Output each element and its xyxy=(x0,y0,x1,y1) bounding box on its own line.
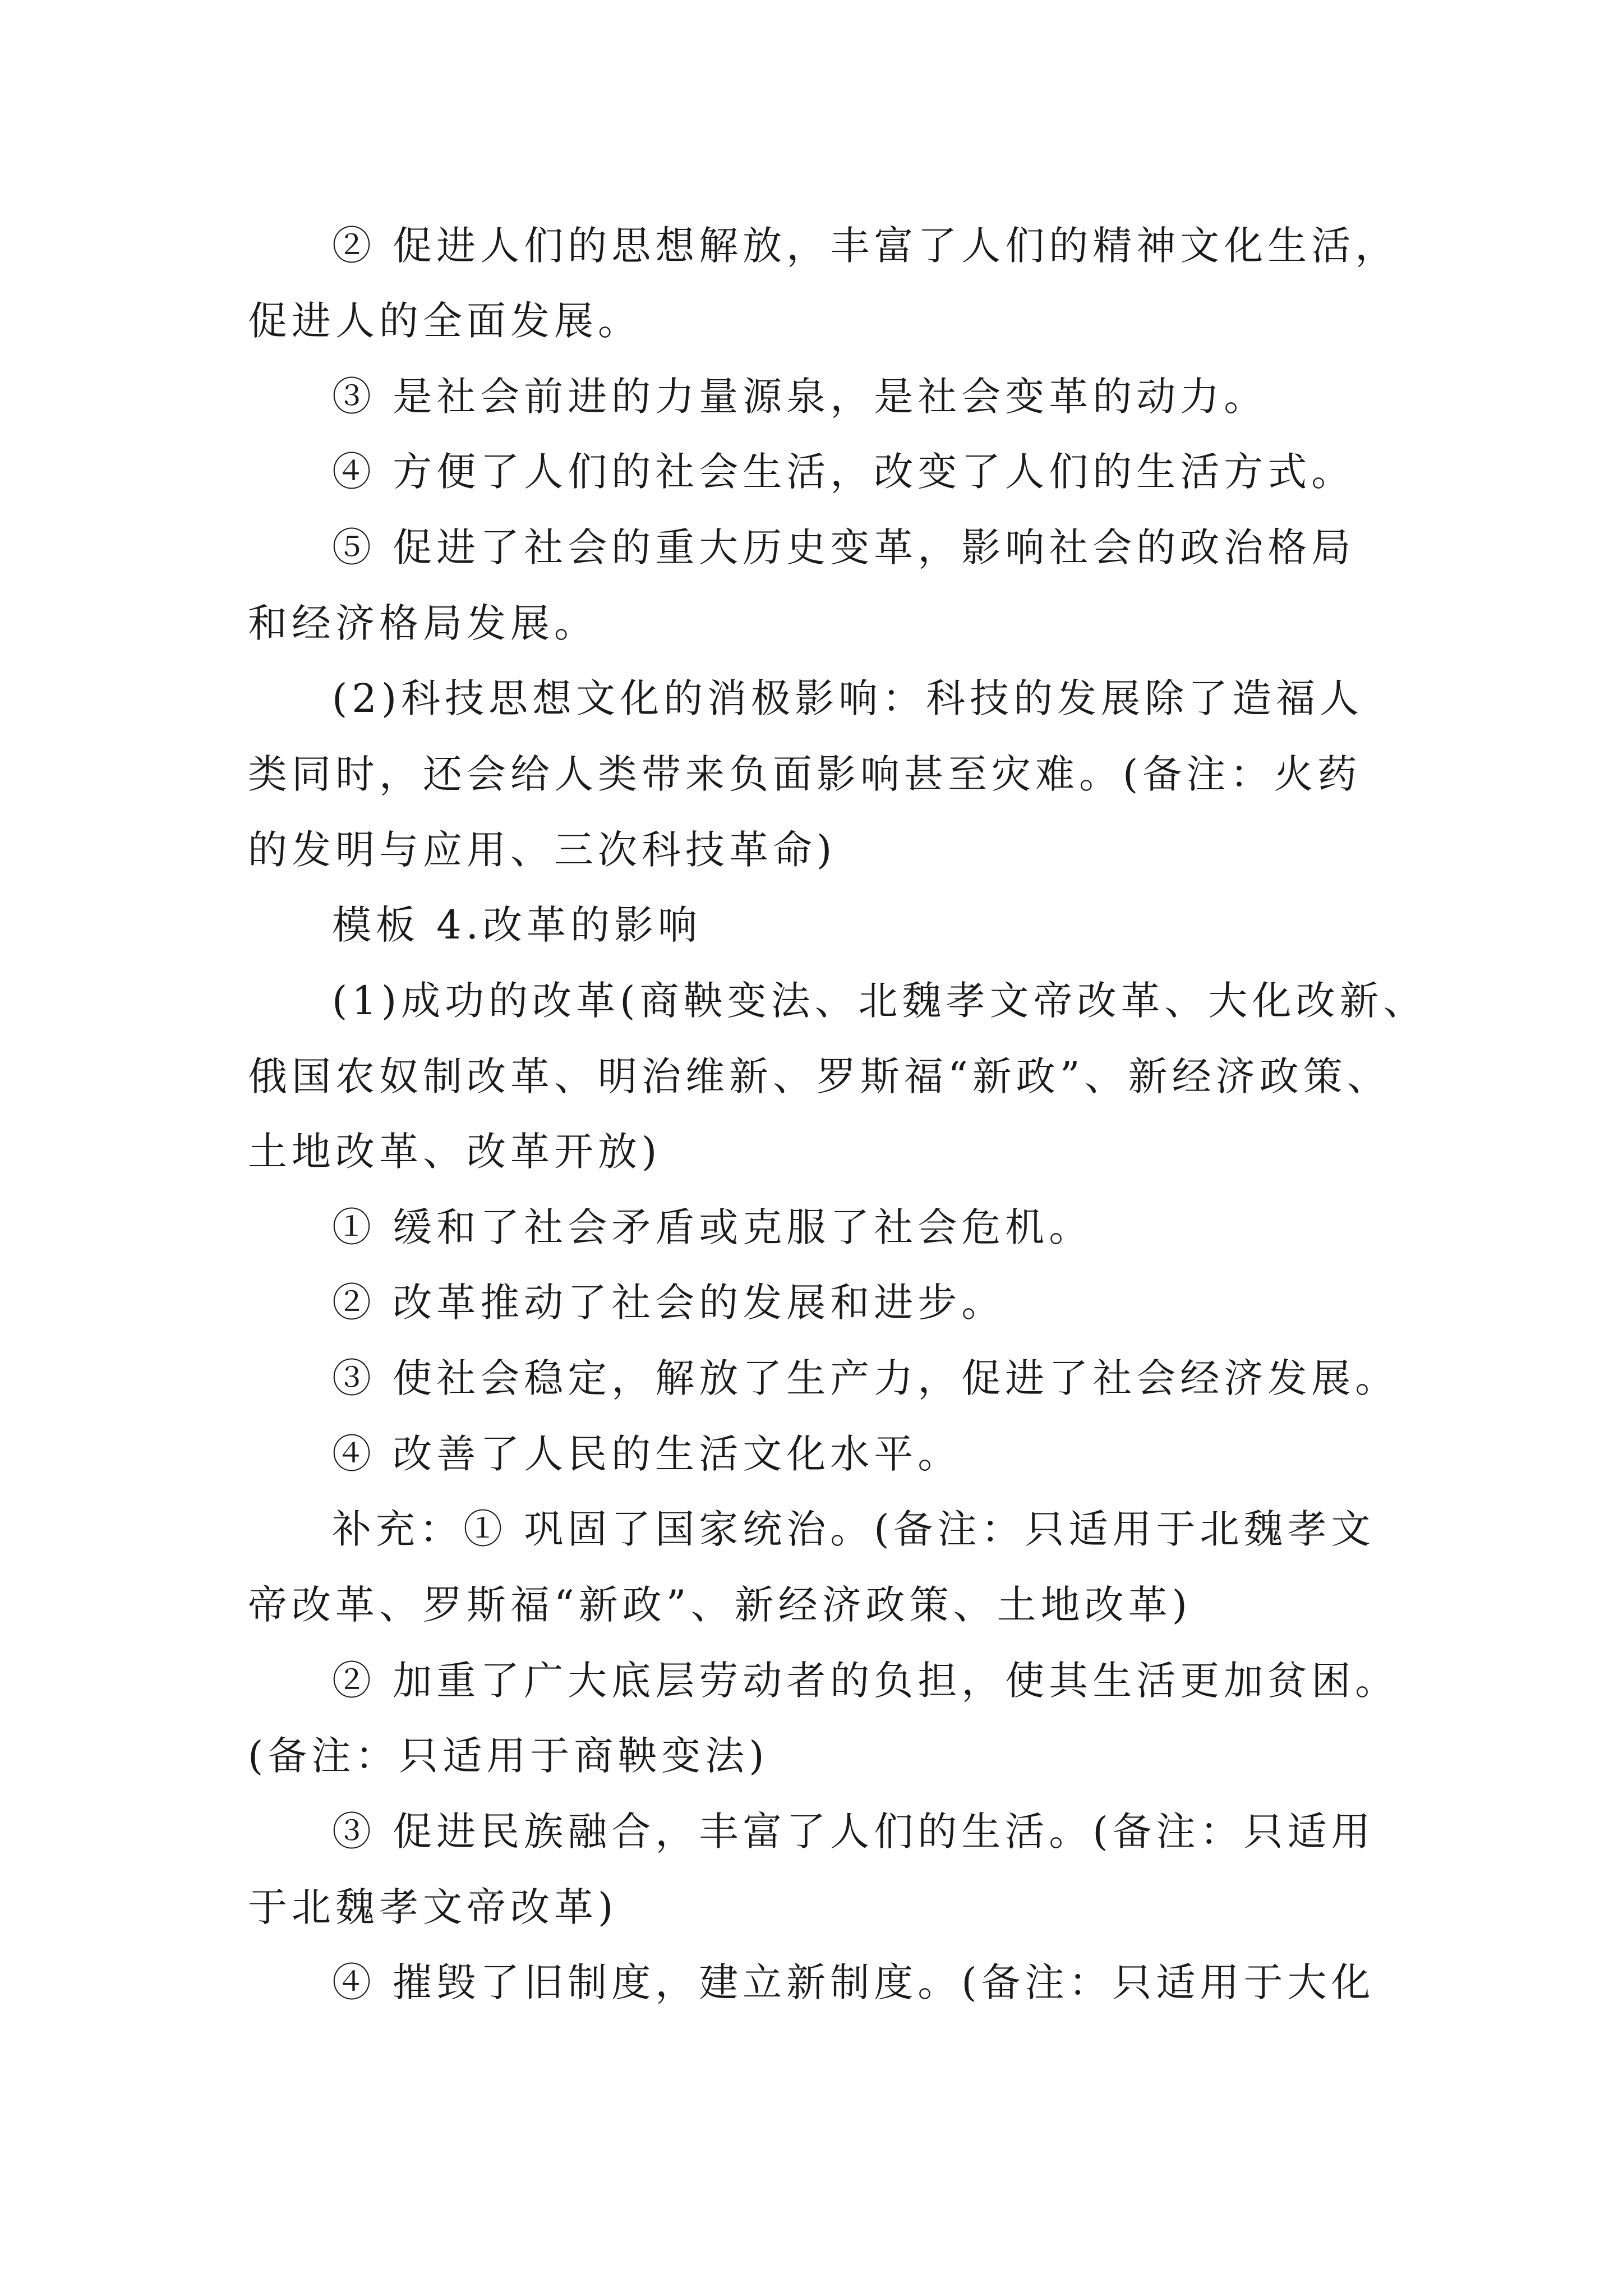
paragraph-line-22: ③ 促进民族融合，丰富了人们的生活。(备注：只适用 xyxy=(332,1809,1375,1855)
paragraph-line-13: 土地改革、改革开放) xyxy=(248,1129,662,1175)
paragraph-line-1: ② 促进人们的思想解放，丰富了人们的精神文化生活， xyxy=(332,223,1399,269)
paragraph-line-23: 于北魏孝文帝改革) xyxy=(248,1884,618,1930)
paragraph-line-24: ④ 摧毁了旧制度，建立新制度。(备注：只适用于大化 xyxy=(332,1959,1375,2005)
paragraph-line-15: ② 改革推动了社会的发展和进步。 xyxy=(332,1280,1006,1326)
paragraph-line-21: (备注：只适用于商鞅变法) xyxy=(248,1733,769,1779)
paragraph-line-2: 促进人的全面发展。 xyxy=(248,298,642,344)
paragraph-line-12: 俄国农奴制改革、明治维新、罗斯福“新政”、新经济政策、 xyxy=(248,1053,1391,1099)
paragraph-line-8: 类同时，还会给人类带来负面影响甚至灾难。(备注：火药 xyxy=(248,751,1362,797)
paragraph-line-5: ⑤ 促进了社会的重大历史变革，影响社会的政治格局 xyxy=(332,524,1355,570)
paragraph-line-16: ③ 使社会稳定，解放了生产力，促进了社会经济发展。 xyxy=(332,1355,1399,1401)
paragraph-line-19: 帝改革、罗斯福“新政”、新经济政策、土地改革) xyxy=(248,1582,1192,1628)
paragraph-line-17: ④ 改善了人民的生活文化水平。 xyxy=(332,1431,962,1477)
paragraph-line-9: 的发明与应用、三次科技革命) xyxy=(248,827,837,873)
paragraph-line-4: ④ 方便了人们的社会生活，改变了人们的生活方式。 xyxy=(332,449,1355,495)
paragraph-line-18: 补充：① 巩固了国家统治。(备注：只适用于北魏孝文 xyxy=(332,1506,1375,1552)
paragraph-line-6: 和经济格局发展。 xyxy=(248,600,598,646)
paragraph-line-14: ① 缓和了社会矛盾或克服了社会危机。 xyxy=(332,1204,1093,1250)
section-heading: 模板 4.改革的影响 xyxy=(332,902,702,948)
paragraph-line-11: (1)成功的改革(商鞅变法、北魏孝文帝改革、大化改新、 xyxy=(332,978,1427,1024)
paragraph-line-3: ③ 是社会前进的力量源泉，是社会变革的动力。 xyxy=(332,374,1268,420)
paragraph-line-20: ② 加重了广大底层劳动者的负担，使其生活更加贫困。 xyxy=(332,1658,1399,1704)
paragraph-line-7: (2)科技思想文化的消极影响：科技的发展除了造福人 xyxy=(332,675,1364,721)
